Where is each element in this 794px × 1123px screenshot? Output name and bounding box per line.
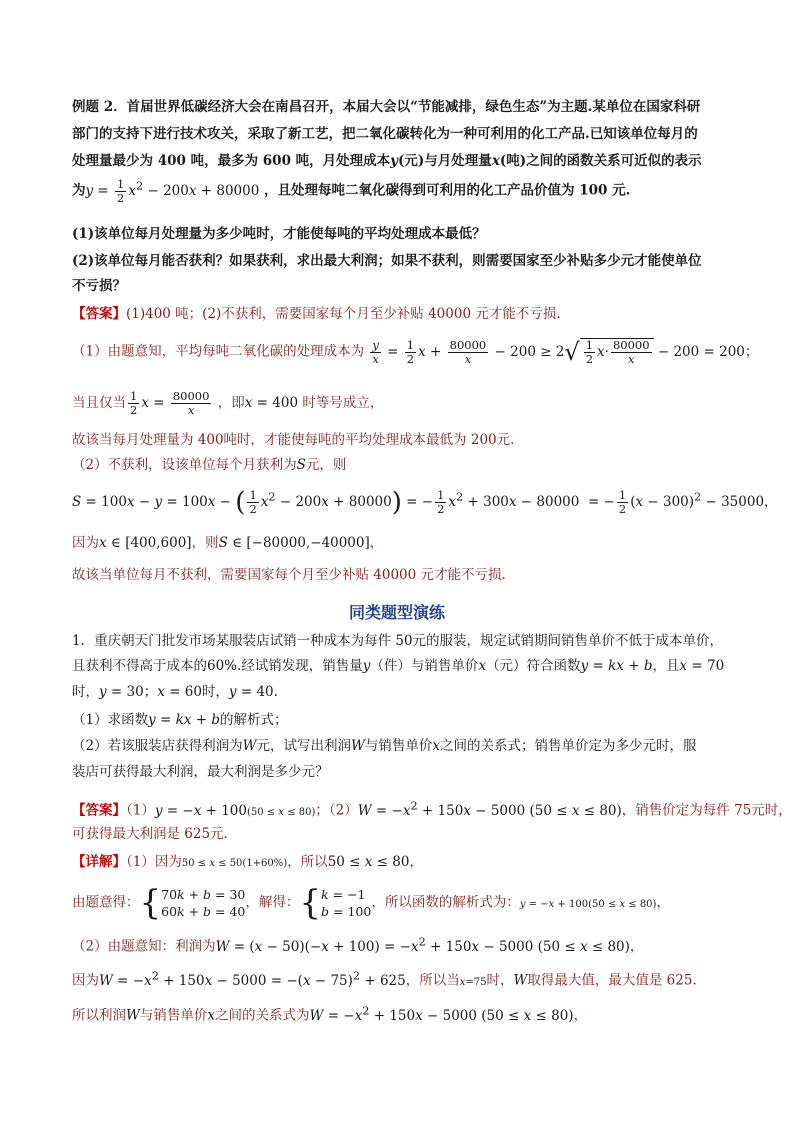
example-line-3: 处理量最少为 400 吨，最多为 600 吨，月处理成本y(元)与月处理量x(吨)之间的函数关系可近似的表示 [72, 153, 702, 169]
detail-tag: 【详解】 [72, 854, 126, 870]
exercise-question-2: （2）若该服装店获得利润为W元，试写出利润W与销售单价x之间的关系式；销售单价定为多少元时，服 [72, 738, 697, 754]
solution-1-line-1: （1）由题意知，平均每吨二氧化碳的处理成本为 $\frac{y}{x}$ = $\frac{1}{2}$ x + $\frac{80000}{x}$ − 200 ≥ 2√ $\frac{1}{2}$ x· $\frac{80000}{x}$ − 200 = 200； [72, 337, 759, 366]
section-title: 同类题型演练 [348, 603, 445, 622]
detail-line-3: （2）由题意知：利润为$W = (x - 50)(-x + 100) = -x^2 + 150x - 5000$ (50 ≤ x ≤ 80)， [72, 935, 644, 955]
exercise-question-1: （1）求函数y = kx + b的解析式； [72, 712, 288, 728]
example-line-4: 为y = $\frac{1}{2}$ $x^2 - 200x + 80000$ ，且处理每吨二氧化碳得到可利用的化工产品价值为 100 元. [72, 176, 631, 205]
profit-formula: S = 100x − y = 100x − ( $\frac{1}{2}$ $x^2 - 200x + 80000$) = − $\frac{1}{2}$ $x^2 + 300x - 80000$ = − $\frac{1}{2}$ $(x - 300)^2 - 35000$， [72, 487, 778, 517]
exercise-line-3: 时，y = 30；x = 60时，y = 40. [72, 684, 278, 700]
question-2-line-2: 不亏损？ [72, 278, 126, 294]
solution-1-conclusion: 故该当每月处理量为 400吨时，才能使每吨的平均处理成本最低为 200元. [72, 432, 515, 448]
detail-line-5: 所以利润W与销售单价x之间的关系式为$W = -x^2 + 150x - 5000$ (50 ≤ x ≤ 80)， [72, 1004, 588, 1024]
example-label: 例题 2． [72, 99, 127, 115]
solution-2-range: 因为x ∈ [400,600]，则S ∈ [−80000,−40000]， [72, 535, 384, 551]
detail-line-4: 因为$W = -x^2 + 150x - 5000 = -(x - 75)^2 + 625$，所以当x=75时，W取得最大值，最大值是 625. [72, 969, 697, 989]
solution-2-line-1: （2）不获利，设该单位每个月获利为S元，则 [72, 457, 347, 473]
solution-2-conclusion: 故该当单位每月不获利，需要国家每个月至少补贴 40000 元才能不亏损. [72, 567, 506, 583]
solution-1-line-2: 当且仅当 $\frac{1}{2}$ x = $\frac{80000}{x}$ ，即x = 400 时等号成立， [72, 389, 384, 417]
example-line-2: 部门的支持下进行技术攻关，采取了新工艺，把二氧化碳转化为一种可利用的化工产品.已知该单位每月的 [72, 126, 698, 142]
question-2-line-1: (2)该单位每月能否获利？如果获利，求出最大利润；如果不获利，则需要国家至少补贴多少元才能使单位 [72, 253, 702, 269]
exercise-answer: 【答案】（1）y = −x + 100(50 ≤ x ≤ 80)；$(2)W = -x^2 + 150x - 5000$ (50 ≤ x ≤ 80)，销售价定为每件 75元时， [72, 799, 792, 819]
example-line-1: 例题 2．首届世界低碳经济大会在南昌召开，本届大会以“节能减排，绿色生态”为主题.某单位在国家科研 [72, 99, 701, 115]
exercise-question-2-line-2: 装店可获得最大利润，最大利润是多少元？ [72, 764, 329, 780]
answer-tag: 【答案】 [72, 306, 126, 322]
detail-line-2: 由题意得：{70k + b = 30 60k + b = 40，解得：{k = −1 b = 100，所以函数的解析式为：y = −x + 100(50 ≤ x ≤ 80)， [72, 883, 670, 923]
cost-function-formula: y = $\frac{1}{2}$ $x^2 - 200x + 80000$ [85, 176, 260, 205]
average-cost-formula: $\frac{y}{x}$ = $\frac{1}{2}$ x + $\frac{80000}{x}$ − 200 ≥ 2√ $\frac{1}{2}$ x· $\frac{80000}{x}$ − 200 = 200； [372, 337, 759, 366]
detail-line-1: 【详解】（1）因为50 ≤ x ≤ 50(1+60%)，所以50 ≤ x ≤ 80， [72, 854, 423, 870]
exercise-answer-line-2: 可获得最大利润是 625元. [72, 826, 228, 842]
example-answer: 【答案】(1)400 吨；(2)不获利，需要国家每个月至少补贴 40000 元才能不亏损. [72, 306, 561, 322]
exercise-line-1: 1．重庆朝天门批发市场某服装店试销一种成本为每件 50元的服装，规定试销期间销售单价不低于成本单价， [72, 633, 724, 649]
exercise-line-2: 且获利不得高于成本的60%.经试销发现，销售量y（件）与销售单价x（元）符合函数y = kx + b，且x = 70 [72, 658, 725, 674]
question-1: (1)该单位每月处理量为多少吨时，才能使每吨的平均处理成本最低？ [72, 226, 486, 242]
